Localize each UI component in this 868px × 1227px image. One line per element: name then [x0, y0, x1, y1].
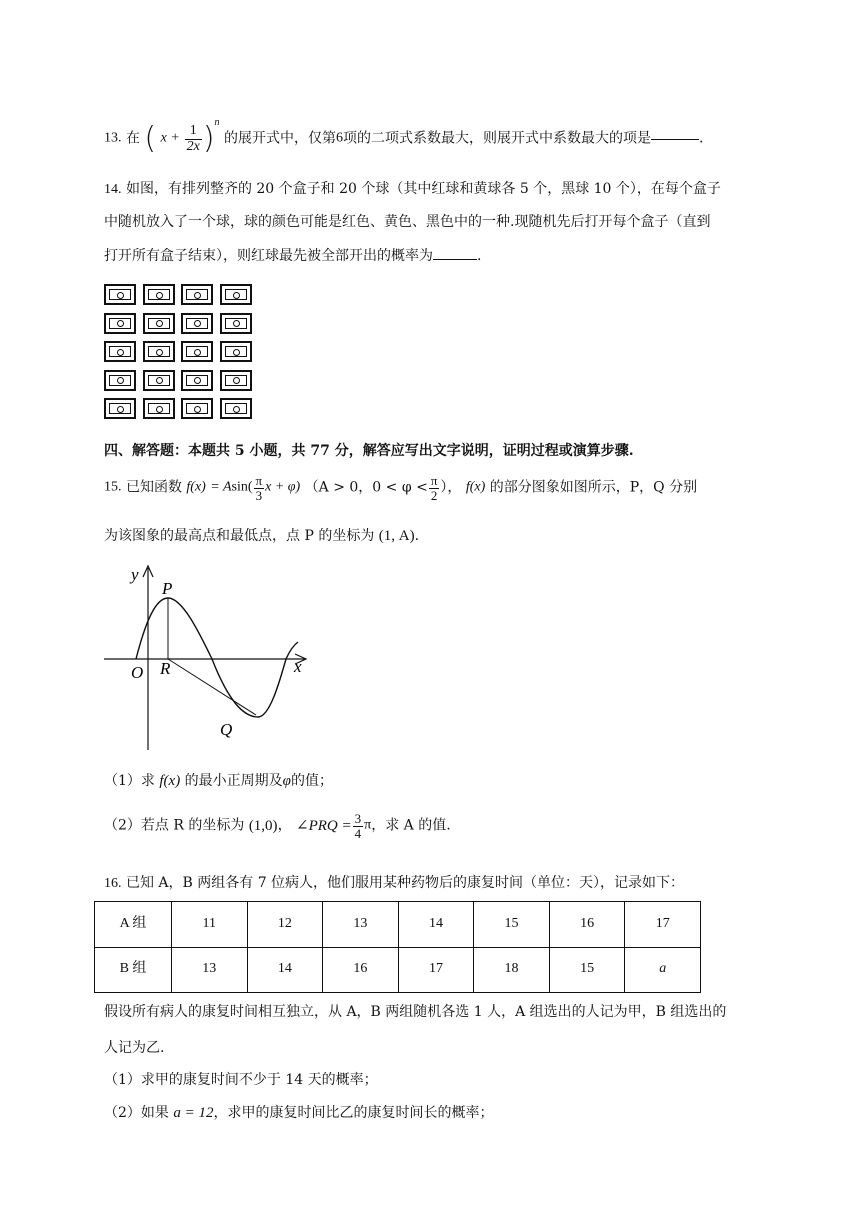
table-cell: 14 — [247, 947, 323, 993]
q15-fx2: f(x) — [465, 479, 486, 495]
q14-number: 14. — [104, 182, 122, 197]
q15-sub1 — [104, 772, 333, 790]
box-16 — [220, 370, 252, 391]
q15-graph — [98, 560, 338, 760]
table-cell: 18 — [474, 947, 550, 993]
q15-frac-pi3 — [254, 474, 265, 502]
ball-icon — [194, 377, 201, 384]
box-inner — [225, 375, 247, 386]
q14-line1 — [104, 181, 721, 199]
ball-icon — [117, 320, 124, 327]
graph-line-rq — [168, 659, 256, 715]
box-10 — [143, 341, 175, 362]
ball-icon — [194, 406, 201, 413]
q13-pre: 在 — [125, 130, 140, 147]
q15-sub2-angle: ∠PRQ = — [296, 818, 352, 835]
q15-point-p: (1, A) — [378, 528, 415, 544]
q15-sub1-c: 的值； — [290, 773, 333, 789]
q14-line3 — [104, 248, 481, 265]
q15-rest1: 的部分图象如图所示，P，Q 分别 — [489, 479, 698, 496]
table-cell: 16 — [323, 947, 399, 993]
box-20 — [220, 398, 252, 419]
q16-sub2 — [104, 1104, 494, 1122]
ball-icon — [117, 377, 124, 384]
q16-sub1: （1）求甲的康复时间不少于 14 天的概率； — [104, 1072, 378, 1088]
box-11 — [181, 341, 213, 362]
q15-frac-pi2 — [429, 474, 440, 502]
q15-sub2-a: （2）若点 R 的坐标为 — [104, 817, 245, 834]
q15-sub2-frac — [353, 812, 364, 840]
q14-text-line3: 打开所有盒子结束），则红球最先被全部开出的概率为 — [104, 248, 433, 264]
q13-answer-blank — [651, 139, 699, 140]
q13-left-paren: ( — [144, 121, 157, 156]
table-row-label: A 组 — [95, 902, 172, 948]
q15-fx: f(x) — [186, 479, 206, 495]
box-15 — [181, 370, 213, 391]
box-1 — [104, 284, 136, 305]
box-inner — [186, 289, 208, 300]
q15-line2 — [104, 527, 419, 545]
q15-x-phi: x + φ) — [265, 479, 301, 495]
box-inner — [148, 318, 170, 329]
box-inner — [109, 346, 131, 357]
q13-line — [104, 117, 704, 161]
table-cell: 13 — [323, 902, 399, 948]
q15-frac-three: 3 — [254, 488, 265, 503]
table-cell: 17 — [625, 902, 701, 948]
table-row — [95, 902, 701, 948]
ball-icon — [233, 406, 240, 413]
ball-icon — [233, 320, 240, 327]
box-inner — [186, 346, 208, 357]
q13-exp-n: n — [214, 117, 220, 129]
q15-number: 15. — [104, 479, 122, 495]
q15-intro: 已知函数 — [125, 479, 182, 496]
q16-intro-line — [104, 875, 684, 893]
table-cell: 12 — [247, 902, 323, 948]
q13-number: 13. — [104, 130, 122, 146]
box-inner — [225, 403, 247, 414]
ball-icon — [233, 377, 240, 384]
box-inner — [109, 289, 131, 300]
ball-icon — [117, 292, 124, 299]
box-inner — [225, 318, 247, 329]
q13-frac-den: 2x — [186, 138, 200, 154]
q13-fraction — [185, 124, 202, 154]
q13-end: . — [699, 130, 704, 147]
box-inner — [186, 403, 208, 414]
box-18 — [143, 398, 175, 419]
box-9 — [104, 341, 136, 362]
graph-label-q: Q — [220, 720, 233, 739]
q15-sin: sin( — [231, 479, 253, 495]
box-5 — [104, 313, 136, 334]
box-grid — [104, 284, 256, 424]
box-inner — [148, 403, 170, 414]
box-12 — [220, 341, 252, 362]
q15-sub2-c: ，求 A 的值. — [371, 817, 451, 834]
graph-label-o: O — [131, 663, 144, 682]
q15-sub2-b: ， — [277, 817, 292, 834]
q13-right-paren: ) — [202, 121, 215, 156]
q13-mid: 的展开式中，仅第 — [224, 130, 336, 147]
q16-number: 16. — [104, 876, 122, 891]
q16-para2: 人记为乙. — [104, 1040, 165, 1056]
box-14 — [143, 370, 175, 391]
table-cell: a — [625, 947, 701, 993]
q14-answer-blank — [433, 259, 477, 260]
q16-para1: 假设所有病人的康复时间相互独立，从 A，B 两组随机各选 1 人，A 组选出的人记为甲，B 组选出的 — [104, 1004, 727, 1020]
q15-line2-text: 为该图象的最高点和最低点，点 P 的坐标为 — [104, 528, 375, 544]
table-cell: 17 — [398, 947, 474, 993]
q15-frac2-two: 2 — [429, 488, 440, 503]
q15-sub2-pi: π — [364, 817, 372, 833]
q15-sub2-den: 4 — [354, 825, 362, 841]
q15-line1 — [104, 474, 697, 512]
table-cell: 13 — [172, 947, 248, 993]
box-7 — [181, 313, 213, 334]
section4-title: 四、解答题：本题共 5 小题，共 77 分，解答应写出文字说明，证明过程或演算步骤. — [104, 443, 634, 459]
graph-sine-curve — [136, 598, 298, 717]
q16-sub2-eq: a = 12 — [173, 1105, 214, 1121]
table-cell: 15 — [549, 947, 625, 993]
graph-label-x: x — [294, 657, 302, 676]
box-inner — [148, 289, 170, 300]
ball-icon — [233, 349, 240, 356]
box-inner — [109, 403, 131, 414]
q15-cond-end: ）， — [440, 479, 462, 496]
box-19 — [181, 398, 213, 419]
ball-icon — [194, 349, 201, 356]
q15-cond-a: （A > 0，0 < φ < — [304, 479, 428, 496]
box-inner — [186, 318, 208, 329]
q15-sub1-a: （1）求 — [104, 773, 155, 789]
graph-label-p: P — [162, 579, 173, 598]
q15-sub1-phi: φ — [282, 773, 291, 789]
box-4 — [220, 284, 252, 305]
box-inner — [109, 318, 131, 329]
ball-icon — [194, 292, 201, 299]
q15-frac2-pi: π — [430, 473, 438, 488]
box-inner — [109, 375, 131, 386]
box-inner — [225, 289, 247, 300]
q14-line2: 中随机放入了一个球，球的颜色可能是红色、黄色、黑色中的一种.现随机先后打开每个盒子（直到 — [104, 214, 711, 230]
ball-icon — [156, 377, 163, 384]
q15-eq: = A — [210, 479, 232, 495]
q13-var-x: x — [160, 130, 167, 146]
table-cell: 15 — [474, 902, 550, 948]
box-2 — [143, 284, 175, 305]
q15-sub1-fx: f(x) — [159, 773, 181, 789]
box-inner — [186, 375, 208, 386]
ball-icon — [194, 320, 201, 327]
q15-line2-end: . — [414, 528, 420, 544]
q15-sub1-b: 的最小正周期及 — [184, 773, 283, 789]
q13-post: 项的二项式系数最大，则展开式中系数最大的项是 — [343, 130, 651, 147]
box-3 — [181, 284, 213, 305]
q14-end: . — [477, 248, 482, 264]
ball-icon — [156, 292, 163, 299]
q15-sub2 — [104, 812, 451, 852]
table-row — [95, 947, 701, 993]
q16-intro: 已知 A，B 两组各有 7 位病人，他们服用某种药物后的康复时间（单位：天），记录如下： — [125, 875, 685, 891]
box-inner — [148, 346, 170, 357]
table-row-label: B 组 — [95, 947, 172, 993]
q13-term-no: 6 — [336, 130, 343, 146]
ball-icon — [117, 349, 124, 356]
graph-label-y: y — [131, 565, 139, 584]
graph-label-r: R — [160, 659, 171, 678]
ball-icon — [233, 292, 240, 299]
recovery-table-body — [95, 902, 701, 993]
table-cell: 11 — [172, 902, 248, 948]
q15-sub2-r: (1,0) — [248, 818, 278, 835]
recovery-table — [94, 901, 701, 993]
box-inner — [225, 346, 247, 357]
ball-icon — [156, 406, 163, 413]
ball-icon — [156, 320, 163, 327]
q15-frac-pi: π — [255, 473, 263, 488]
q16-sub2-b: ，求甲的康复时间比乙的康复时间长的概率； — [213, 1105, 494, 1121]
q15-sub2-num: 3 — [354, 811, 362, 826]
box-inner — [148, 375, 170, 386]
table-cell: 14 — [398, 902, 474, 948]
box-8 — [220, 313, 252, 334]
table-cell: 16 — [549, 902, 625, 948]
q14-text-line1: 如图，有排列整齐的 20 个盒子和 20 个球（其中红球和黄球各 5 个，黑球 10 个），在每个盒子 — [125, 181, 721, 197]
q13-plus: + — [171, 130, 180, 146]
box-17 — [104, 398, 136, 419]
box-13 — [104, 370, 136, 391]
q16-sub2-a: （2）如果 — [104, 1105, 169, 1121]
ball-icon — [117, 406, 124, 413]
q13-frac-num: 1 — [189, 122, 197, 138]
box-6 — [143, 313, 175, 334]
ball-icon — [156, 349, 163, 356]
